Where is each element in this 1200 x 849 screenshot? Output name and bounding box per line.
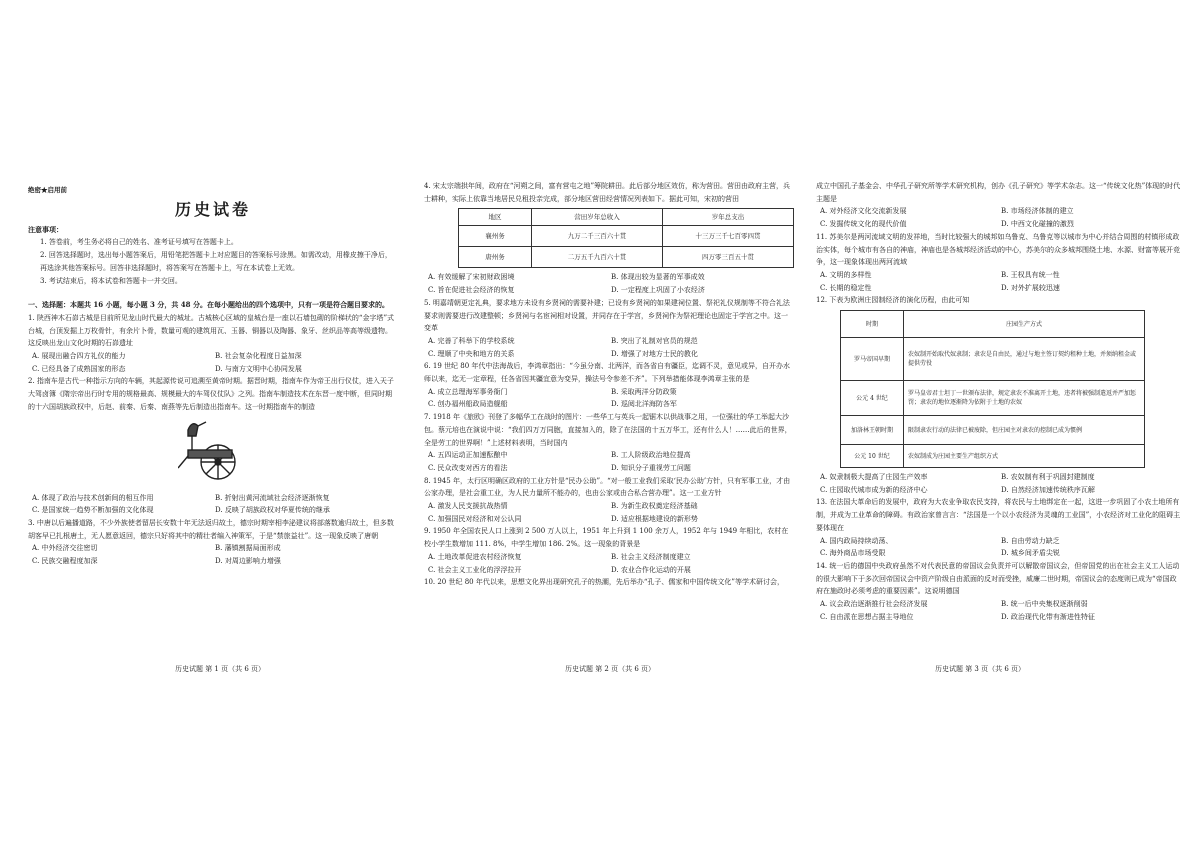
option: C. 旨在促进社会经济的恢复 <box>428 286 515 295</box>
question-stem: 13. 在法国大革命后的发展中，政府为大农业争取农民支持，将农民与土地绑定在一起，这进一步巩固了小农土地所有制，并成为工业革命的障碍。有政治家曾言言：“法国是一个以小农经济为灵魂的工业国”，小农经济对工业化的阻碍主要体现在 <box>816 498 1181 532</box>
option: D. 巡阅北洋海防各军 <box>611 400 677 409</box>
exam-page-3 <box>816 180 1182 623</box>
question-stem: 10. 20 世纪 80 年代以来，思想文化界出现研究孔子的热潮，先后举办“孔子、儒家和中国传统文化”等学术研讨会， <box>424 578 785 587</box>
option: C. 理顺了中央和地方的关系 <box>428 349 515 358</box>
page-title: 历史试卷 <box>174 199 251 219</box>
table-cell: 罗马皇帝君士坦丁一世颁布法律，规定隶农不准离开土地，违者将被强制遣返并严加惩罚；隶农的地位逐渐降为依附于土地的农奴 <box>904 381 1145 416</box>
table-header: 营田岁年总收入 <box>532 209 663 226</box>
option: C. 民族交融程度加深 <box>32 557 98 566</box>
table-row <box>459 226 794 247</box>
option: C. 发掘传统文化的现代价值 <box>820 220 907 229</box>
option: D. 城乡间矛盾尖锐 <box>1001 549 1060 558</box>
section-heading: 一、选择题：本题共 16 小题，每小题 3 分，共 48 分。在每小题给出的四个选项中，只有一项是符合题目要求的。 <box>28 300 389 310</box>
question-stem: 14. 统一后的德国中央政府虽然不对代表民意的帝国议会负责并可以解散帝国议会，但帝国党的出在社会主义工人运动的很大影响下于多次回帝国议会中资产阶级自由派面的反对而受挫，威廉二世时期，帝国议会的态度则已成为“帝国政府在施政时必须考虑的重要因素”。这说明德国 <box>816 561 1180 596</box>
question-options <box>28 350 398 375</box>
table-row <box>841 381 1145 416</box>
option: B. 为新生政权奠定经济基础 <box>611 502 698 511</box>
option: D. 对周边影响力增强 <box>215 557 281 566</box>
question-stem: 11. 苏美尔是两河流域文明的发祥地，当时比较强大的城邦如乌鲁克、乌鲁克等以城市为中心并结合周围的村镇形成政治实体，每个城市有各自的神庙，神庙也是各城邦经济活动的中心，苏美尔的众多城邦围绕土地、水源、财富等展开竞争，这一现象体现出两河流域 <box>816 232 1180 267</box>
question-options <box>424 335 794 360</box>
question-stem: 1. 陕西神木石峁古城是目前所见龙山时代最大的城址。古城核心区域的皇城台是一座以石墙包砌的阶梯状的“金字塔”式台城，台顶发掘上万枚骨针，有余片卜骨，数量可观的建筑用瓦、玉器、铜器以及陶器、象牙、丝织品等高等级遗物。这反映出龙山文化时期的石峁遗址 <box>28 313 395 348</box>
option: C. 自由派在思想占据主导地位 <box>820 612 914 621</box>
exam-page-1 <box>28 180 398 568</box>
question-stem: 5. 明嘉靖朝更定礼典，要求地方未设有乡贤祠的需要补建；已设有乡贤祠的如果建祠位置、祭祀礼仪规制等不符合礼法要求则需要进行改建整顿；乡贤祠与名宦祠相对设置，并同存在于学宫，乡贤祠作为祭祀理论也固定于学宫之中。这一变革 <box>424 298 790 333</box>
option: A. 完善了科举下的学校系统 <box>428 336 515 345</box>
exam-page-2 <box>424 180 794 589</box>
question-options <box>424 386 794 411</box>
table-cell: 农奴制开始取代奴隶制；隶农是自由民，通过与地主签订契约租种土地，并须纳租金或提供劳役 <box>904 338 1145 381</box>
question-options <box>816 269 1182 294</box>
option: B. 市场经济体制的建立 <box>1001 207 1074 216</box>
option: D. 中西文化碰撞的激烈 <box>1001 220 1074 229</box>
table-header: 时期 <box>841 311 904 338</box>
question-stem: 6. 19 世纪 80 年代中法海战后，李鸿章指出：“今虽分南、北两洋，而各省自有疆臣，迄调不灵，意见或异，自开办水师以来，迄无一定章程，任各省因其疆宜意为变异，操法号令参差不齐”。下列举措能体现李鸿章主张的是 <box>424 362 790 384</box>
question-options <box>424 500 794 525</box>
page-footer: 历史试题 第 2 页（共 6 页） <box>564 665 656 673</box>
option: B. 王权具有统一性 <box>1001 270 1060 279</box>
table-row <box>841 338 1145 381</box>
option: B. 统一后中央集权逐渐削弱 <box>1001 600 1088 609</box>
option: D. 增强了对地方士民的教化 <box>611 349 698 358</box>
option: D. 对外扩展较迅速 <box>1001 283 1060 292</box>
table-header: 岁年总支出 <box>663 209 794 226</box>
table-cell: 限制隶农行动的法律已被废除，但庄园主对隶农的控制已成为惯例 <box>904 416 1145 445</box>
question-stem: 12. 下表为欧洲庄园制经济的演化历程，由此可知 <box>816 296 970 305</box>
option: C. 创办福州船政局造舰船 <box>428 400 508 409</box>
option: A. 国内政局持续动荡、 <box>820 536 893 545</box>
option: A. 土地改革促进农村经济恢复 <box>428 552 522 561</box>
notice-heading: 注意事项： <box>28 224 63 234</box>
table-row <box>841 416 1145 445</box>
table-header: 地区 <box>459 209 532 226</box>
question-stem: 成立中国孔子基金会、中华孔子研究所等学术研究机构，创办《孔子研究》等学术杂志。这一“传统文化热”体现的时代主题是 <box>816 182 1181 203</box>
option: D. 农业合作化运动的开展 <box>611 565 691 574</box>
notice-item: 2. 回答选择题时，选出每小题答案后，用铅笔把答题卡上对应题目的答案标号涂黑。如需改动，用橡皮擦干净后，再选涂其他答案标号。回答非选择题时，将答案写在答题卡上，写在本试卷上无效。 <box>40 251 392 272</box>
secret-mark: 绝密★启用前 <box>28 186 67 194</box>
question-options <box>424 449 794 474</box>
option: B. 藩镇割据局面形成 <box>215 544 281 553</box>
option: D. 适应根据地建设的新形势 <box>611 514 698 523</box>
option: C. 庄园取代城市成为新的经济中心 <box>820 485 928 494</box>
option: D. 与南方文明中心协同发展 <box>215 364 302 373</box>
table-cell: 公元 4 世纪 <box>841 381 904 416</box>
table-header: 庄园生产方式 <box>904 311 1145 338</box>
data-table <box>458 208 794 268</box>
option: D. 政治现代化带有渐进性特征 <box>1001 612 1095 621</box>
table-cell: 加洛林王朝时期 <box>841 416 904 445</box>
option: B. 农奴制有利于巩固封建制度 <box>1001 473 1095 482</box>
table-cell: 襄州务 <box>459 226 532 247</box>
compass-cart-illustration <box>178 416 252 488</box>
question-options <box>28 542 398 567</box>
option: B. 社会主义经济制度建立 <box>611 552 691 561</box>
option: A. 成立总理海军事务衙门 <box>428 387 508 396</box>
option: C. 是国家统一趋势不断加强的文化体现 <box>32 506 154 515</box>
data-table <box>840 310 1145 468</box>
question-stem: 2. 指南车是古代一种指示方向的车辆，其起源传说可追溯至黄帝时期。据晋时期，指南车作为帝王出行仪仗，进入天子大驾卤簿《隋宗帝出行时专用的规格最高、规模最大的车驾仪仗队》之列。指南车制造技术在东晋一度中断，但同时期的十六国胡族政权中，后赵、前秦、后秦、南燕等先后制造出指南车。这一时期指南车的制造 <box>28 377 394 411</box>
question-stem: 8. 1945 年，太行区明确区政府的工业方针是“民办公助”。“对一般工业我们采取‘民办公助’方针，只有军事工业，才由公家办理，是社会重工业，为人民力量所不能办的，也由公家或由合私合营办理”。这一工业方针 <box>424 476 791 498</box>
table-cell: 二万五千九百六十贯 <box>532 247 663 268</box>
option: C. 民众改变对西方的看法 <box>428 463 508 472</box>
table-cell: 四万零三百五十贯 <box>663 247 794 268</box>
option: D. 反映了胡族政权对华夏传统的继承 <box>215 506 330 515</box>
question-options <box>816 205 1182 230</box>
table-cell: 十三万三千七百零四贯 <box>663 226 794 247</box>
page-footer: 历史试题 第 1 页（共 6 页） <box>174 665 266 673</box>
option: B. 突出了礼制对官员的规范 <box>611 336 698 345</box>
question-options <box>816 598 1182 623</box>
option: B. 折射出黄河流域社会经济逐渐恢复 <box>215 493 330 502</box>
option: D. 自然经济加速传统秩序瓦解 <box>1001 485 1095 494</box>
option: C. 社会主义工业化的浮浮拉开 <box>428 565 522 574</box>
option: D. 一定程度上巩固了小农经济 <box>611 286 705 295</box>
option: C. 已经具备了成熟国家的形态 <box>32 364 126 373</box>
question-options <box>28 492 398 517</box>
option: A. 中外经济交往密切 <box>32 544 98 553</box>
option: B. 社会复杂化程度日益加深 <box>215 352 302 361</box>
option: B. 采取两洋分防政策 <box>611 387 677 396</box>
option: A. 文明的多样性 <box>820 270 872 279</box>
table-cell: 农奴制成为庄园主要生产组织方式 <box>904 445 1145 468</box>
option: A. 对外经济文化交流新发展 <box>820 207 907 216</box>
table-row <box>841 445 1145 468</box>
notice-item: 3. 考试结束后，将本试卷和答题卡一并交回。 <box>40 276 182 285</box>
notice-item: 1. 答卷前，考生务必将自己的姓名、准考证号填写在答题卡上。 <box>40 238 238 247</box>
option: C. 加强国民对经济和对公认同 <box>428 514 522 523</box>
table-cell: 唐州务 <box>459 247 532 268</box>
table-cell: 罗马帝国早期 <box>841 338 904 381</box>
option: A. 展现出融合四方礼仪的能力 <box>32 352 126 361</box>
option: C. 海外商品市场受限 <box>820 549 886 558</box>
table-cell: 九万二千三百六十贯 <box>532 226 663 247</box>
question-stem: 4. 宋太宗端拱年间，政府在“河朔之间，富有营屯之地”筹院耕田。此后部分地区效仿，称为营田。营田由政府主营，兵士耕种，实际上依靠当地居民兑租投亲完成，部分地区营田经营情况列表如下。据此可知，宋初的营田 <box>424 182 791 203</box>
question-stem: 9. 1950 年全国农民人口上涨到 2 500 万人以上，1951 年上升到 1 100 余万人，1952 年与 1949 年相比，农村在校小学生数增加 111. 8%，中学生增加 186. 2%。这一现象的背景是 <box>424 527 789 549</box>
table-cell: 公元 10 世纪 <box>841 445 904 468</box>
option: C. 长期的稳定性 <box>820 283 872 292</box>
question-options <box>816 471 1182 496</box>
option: A. 激发人民支援抗战热情 <box>428 502 508 511</box>
question-options <box>424 551 794 576</box>
option: A. 议会政治逐渐推行社会经济发展 <box>820 600 928 609</box>
question-options <box>816 535 1182 560</box>
page-footer: 历史试题 第 3 页（共 6 页） <box>934 665 1026 673</box>
option: B. 自由劳动力缺乏 <box>1001 536 1060 545</box>
question-stem: 7. 1918 年《旅欧》刊登了多幅华工在战时的图片：一些华工与英兵一起锯木以供战事之用，一位强壮的华工举起大沙包。蔡元培也在演说中说：“我们四万万同胞，直接加入的，除了在法国的十五万华工，还有什么人！……此后的世界，全是劳工的世界啊！”上述材料表明，当时国内 <box>424 413 792 447</box>
option: B. 体现出较为显著的军事成效 <box>611 273 705 282</box>
question-options <box>424 271 794 296</box>
option: B. 工人阶级政治地位提高 <box>611 451 691 460</box>
option: A. 五四运动正加速酝酿中 <box>428 451 508 460</box>
option: A. 有效缓解了宋初财政困境 <box>428 273 515 282</box>
table-row <box>459 247 794 268</box>
option: D. 知识分子重视劳工问题 <box>611 463 691 472</box>
option: A. 奴隶制极大提高了庄园生产效率 <box>820 473 928 482</box>
option: A. 体现了政治与技术创新间的相互作用 <box>32 493 154 502</box>
question-stem: 3. 中唐以后遍播道路，不少外族使者留居长安数十年无法返归故土，德宗时期宰相李泌建议将部落数逾归故土，但多数胡客早已扎根唐土，无人愿意返回，德宗只好将其中的精壮者编入神策军，于是“禁旅益壮”。这一现象反映了唐朝 <box>28 518 394 540</box>
